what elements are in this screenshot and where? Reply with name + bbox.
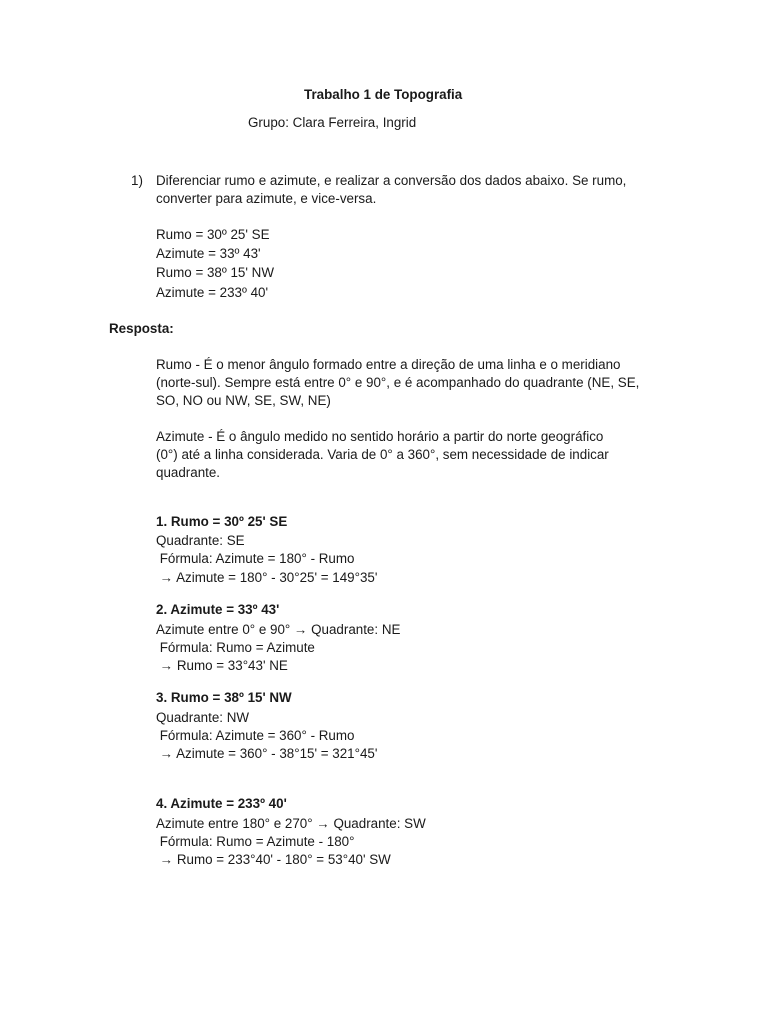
document-title: Trabalho 1 de Topografia [304,87,463,102]
item-line: Quadrante: NW [156,710,250,725]
item-line: Azimute entre 180° e 270° → Quadrante: SW [156,816,426,831]
data-line: Rumo = 30º 25' SE [156,227,270,242]
azimute-definition-line: quadrante. [156,465,221,480]
item-heading: 1. Rumo = 30º 25' SE [156,514,288,529]
rumo-definition-line: Rumo - É o menor ângulo formado entre a direção de uma linha e o meridiano [156,357,621,372]
question-number: 1) [131,173,143,188]
item-line: Azimute entre 0° e 90° → Quadrante: NE [156,622,401,637]
item-line: Fórmula: Rumo = Azimute - 180° [156,834,355,849]
question-text-line-2: converter para azimute, e vice-versa. [156,191,377,206]
item-line: → Azimute = 180° - 30°25' = 149°35' [156,570,378,585]
item-heading: 2. Azimute = 33º 43' [156,602,280,617]
item-heading: 3. Rumo = 38º 15' NW [156,690,292,705]
item-line: → Rumo = 233°40' - 180° = 53°40' SW [156,852,391,867]
item-heading: 4. Azimute = 233º 40' [156,796,287,811]
azimute-definition-line: Azimute - É o ângulo medido no sentido horário a partir do norte geográfico [156,429,604,444]
rumo-definition-line: (norte-sul). Sempre está entre 0° e 90°, e é acompanhado do quadrante (NE, SE, [156,375,640,390]
rumo-definition-line: SO, NO ou NW, SE, SW, NE) [156,393,331,408]
item-line: → Azimute = 360° - 38°15' = 321°45' [156,746,378,761]
data-line: Azimute = 33º 43' [156,246,261,261]
question-text-line-1: Diferenciar rumo e azimute, e realizar a conversão dos dados abaixo. Se rumo, [156,173,627,188]
item-line: → Rumo = 33°43' NE [156,658,288,673]
azimute-definition-line: (0°) até a linha considerada. Varia de 0° a 360°, sem necessidade de indicar [156,447,609,462]
item-line: Fórmula: Azimute = 360° - Rumo [156,728,355,743]
item-line: Fórmula: Rumo = Azimute [156,640,315,655]
data-line: Azimute = 233º 40' [156,285,269,300]
answer-label: Resposta: [109,321,174,336]
item-line: Fórmula: Azimute = 180° - Rumo [156,551,355,566]
item-line: Quadrante: SE [156,533,245,548]
group-line: Grupo: Clara Ferreira, Ingrid [248,115,417,130]
data-line: Rumo = 38º 15' NW [156,265,274,280]
